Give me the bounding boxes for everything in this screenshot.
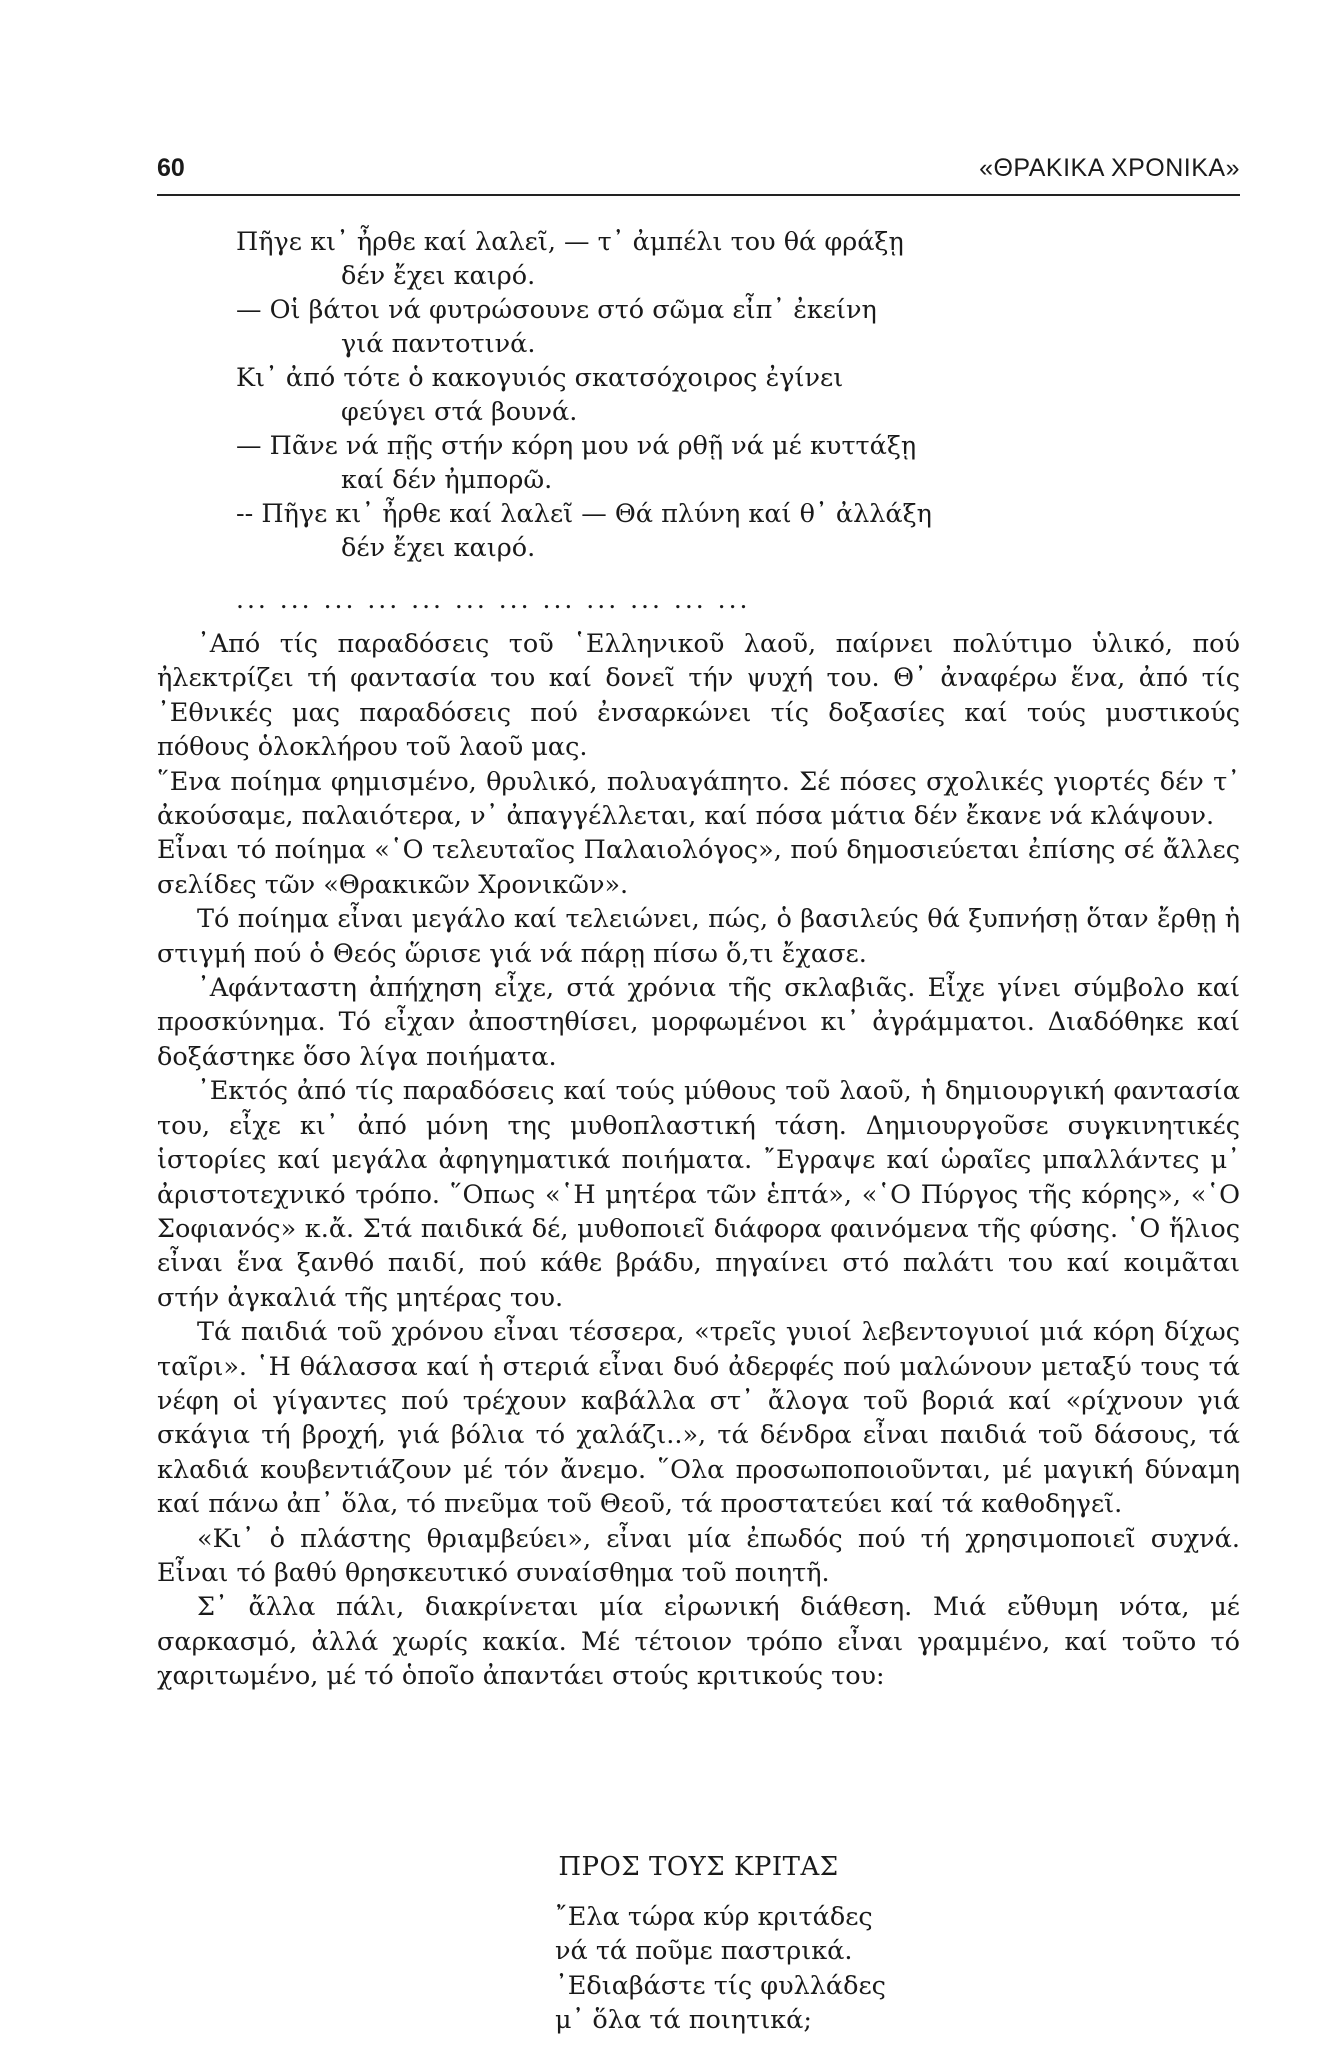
body-text xyxy=(157,627,1240,1694)
poem-line: καί δέν ἠμπορῶ. xyxy=(341,465,553,495)
poem-line: νά τά ποῦμε παστρικά. xyxy=(555,1936,853,1967)
poem-to-critics xyxy=(555,1900,886,2038)
poem-line: — Πᾶνε νά πῇς στήν κόρη μου νά ρθῇ νά μέ κυττάξῃ xyxy=(236,431,917,461)
ellipsis-separator: ... ... ... ... ... ... ... ... ... ... ... ... xyxy=(236,585,751,614)
paragraph: Εἶναι τό ποίημα «῾Ο τελευταῖος Παλαιολόγος», πού δημοσιεύεται ἐπίσης σέ ἄλλες σελίδες τῶν «Θρακικῶν Χρονικῶν». xyxy=(157,835,1240,900)
running-title: «ΘΡΑΚΙΚΑ ΧΡΟΝΙΚΑ» xyxy=(979,154,1240,182)
paragraph: Σ᾽ ἄλλα πάλι, διακρίνεται μία εἰρωνική διάθεση. Μιά εὔθυμη νότα, μέ σαρκασμό, ἀλλά χωρίς κακία. Μέ τέτοιον τρόπο εἶναι γραμμένο, καί τοῦτο τό χαριτωμένο, μέ τό ὁποῖο ἀπαντάει στούς κριτικούς του: xyxy=(157,1592,1240,1692)
poem-line: μ᾽ ὅλα τά ποιητικά; xyxy=(555,2005,812,2036)
poem-line: ῎Ελα τώρα κύρ κριτάδες xyxy=(555,1902,873,1932)
poem-line: γιά παντοτινά. xyxy=(341,329,536,359)
poem-line: -- Πῆγε κι᾽ ἦρθε καί λαλεῖ — Θά πλύνη καί θ᾽ ἀλλάξη xyxy=(236,499,932,529)
paragraph: Τά παιδιά τοῦ χρόνου εἶναι τέσσερα, «τρεῖς γυιοί λεβεντογυιοί μιά κόρη δίχως ταῖρι». ῾Η θάλασσα καί ἡ στεριά εἶναι δυό ἀδερφές πού μαλώνουν μεταξύ τους τά νέφη οἱ γίγαντες πού τρέχουν καβάλλα στ᾽ ἄλογα τοῦ βοριά καί «ρίχνουν γιά σκάγια τή βροχή, γιά βόλια τό χαλάζι..», τά δένδρα εἶναι παιδιά τοῦ δάσους, τά κλαδιά κουβεντιάζουν μέ τόν ἄνεμο. ῞Ολα προσωποποιοῦνται, μέ μαγική δύναμη καί πάνω ἀπ᾽ ὅλα, τό πνεῦμα τοῦ Θεοῦ, τά προστατεύει καί τά καθοδηγεῖ. xyxy=(157,1317,1240,1520)
paragraph: ῞Ενα ποίημα φημισμένο, θρυλικό, πολυαγάπητο. Σέ πόσες σχολικές γιορτές δέν τ᾽ ἀκούσαμε, παλαιότερα, ν᾽ ἀπαγγέλλεται, καί πόσα μάτια δέν ἔκανε νά κλάψουν. xyxy=(157,766,1240,832)
poem-line: δέν ἔχει καιρό. xyxy=(341,533,536,563)
poem-line: — Οἱ βάτοι νά φυτρώσουνε στό σῶμα εἶπ᾽ ἐκείνη xyxy=(236,295,877,325)
poem-excerpt xyxy=(236,225,1156,565)
poem-line: ᾽Εδιαβάστε τίς φυλλάδες xyxy=(555,1970,886,2001)
paragraph: ᾽Από τίς παραδόσεις τοῦ ῾Ελληνικοῦ λαοῦ, παίρνει πολύτιμο ὑλικό, πού ἠλεκτρίζει τή φαντασία του καί δονεῖ τήν ψυχή του. Θ᾽ ἀναφέρω ἕνα, ἀπό τίς ᾽Εθνικές μας παραδόσεις πού ἐνσαρκώνει τίς δοξασίες καί τούς μυστικούς πόθους ὁλοκλήρου τοῦ λαοῦ μας. xyxy=(157,629,1240,763)
paragraph: «Κι᾽ ὁ πλάστης θριαμβεύει», εἶναι μία ἐπωδός πού τή χρησιμοποιεῖ συχνά. Εἶναι τό βαθύ θρησκευτικό συναίσθημα τοῦ ποιητῆ. xyxy=(157,1523,1240,1588)
poem-title: ΠΡΟΣ ΤΟΥΣ ΚΡΙΤΑΣ xyxy=(558,1852,839,1882)
paragraph: ᾽Εκτός ἀπό τίς παραδόσεις καί τούς μύθους τοῦ λαοῦ, ἡ δημιουργική φαντασία του, εἶχε κι᾽ ἀπό μόνη της μυθοπλαστική τάση. Δημιουργοῦσε συγκινητικές ἱστορίες καί μεγάλα ἀφηγηματικά ποιήματα. ῎Εγραψε καί ὡραῖες μπαλλάντες μ᾽ ἀριστοτεχνικό τρόπο. ῞Οπως «῾Η μητέρα τῶν ἑπτά», «῾Ο Πύργος τῆς κόρης», «῾Ο Σοφιανός» κ.ἄ. Στά παιδικά δέ, μυθοποιεῖ διάφορα φαινόμενα τῆς φύσης. ῾Ο ἥλιος εἶναι ἕνα ξανθό παιδί, πού κάθε βράδυ, πηγαίνει στό παλάτι του καί κοιμᾶται στήν ἀγκαλιά τῆς μητέρας του. xyxy=(157,1076,1240,1313)
poem-line: Πῆγε κι᾽ ἦρθε καί λαλεῖ, — τ᾽ ἀμπέλι του θά φράξῃ xyxy=(236,227,904,257)
paragraph: ᾽Αφάνταστη ἀπήχηση εἶχε, στά χρόνια τῆς σκλαβιᾶς. Εἶχε γίνει σύμβολο καί προσκύνημα. Τό εἶχαν ἀποστηθίσει, μορφωμένοι κι᾽ ἀγράμματοι. Διαδόθηκε καί δοξάστηκε ὅσο λίγα ποιήματα. xyxy=(157,973,1240,1072)
poem-line: δέν ἔχει καιρό. xyxy=(341,261,536,291)
page-number: 60 xyxy=(157,154,185,182)
running-header xyxy=(157,150,1240,196)
poem-line: Κι᾽ ἀπό τότε ὁ κακογυιός σκατσόχοιρος ἐγίνει xyxy=(236,363,844,393)
paragraph: Τό ποίημα εἶναι μεγάλο καί τελειώνει, πώς, ὁ βασιλεύς θά ξυπνήσῃ ὅταν ἔρθῃ ἡ στιγμή πού ὁ Θεός ὥρισε γιά νά πάρῃ πίσω ὅ,τι ἔχασε. xyxy=(157,904,1240,969)
poem-line: φεύγει στά βουνά. xyxy=(341,397,578,427)
